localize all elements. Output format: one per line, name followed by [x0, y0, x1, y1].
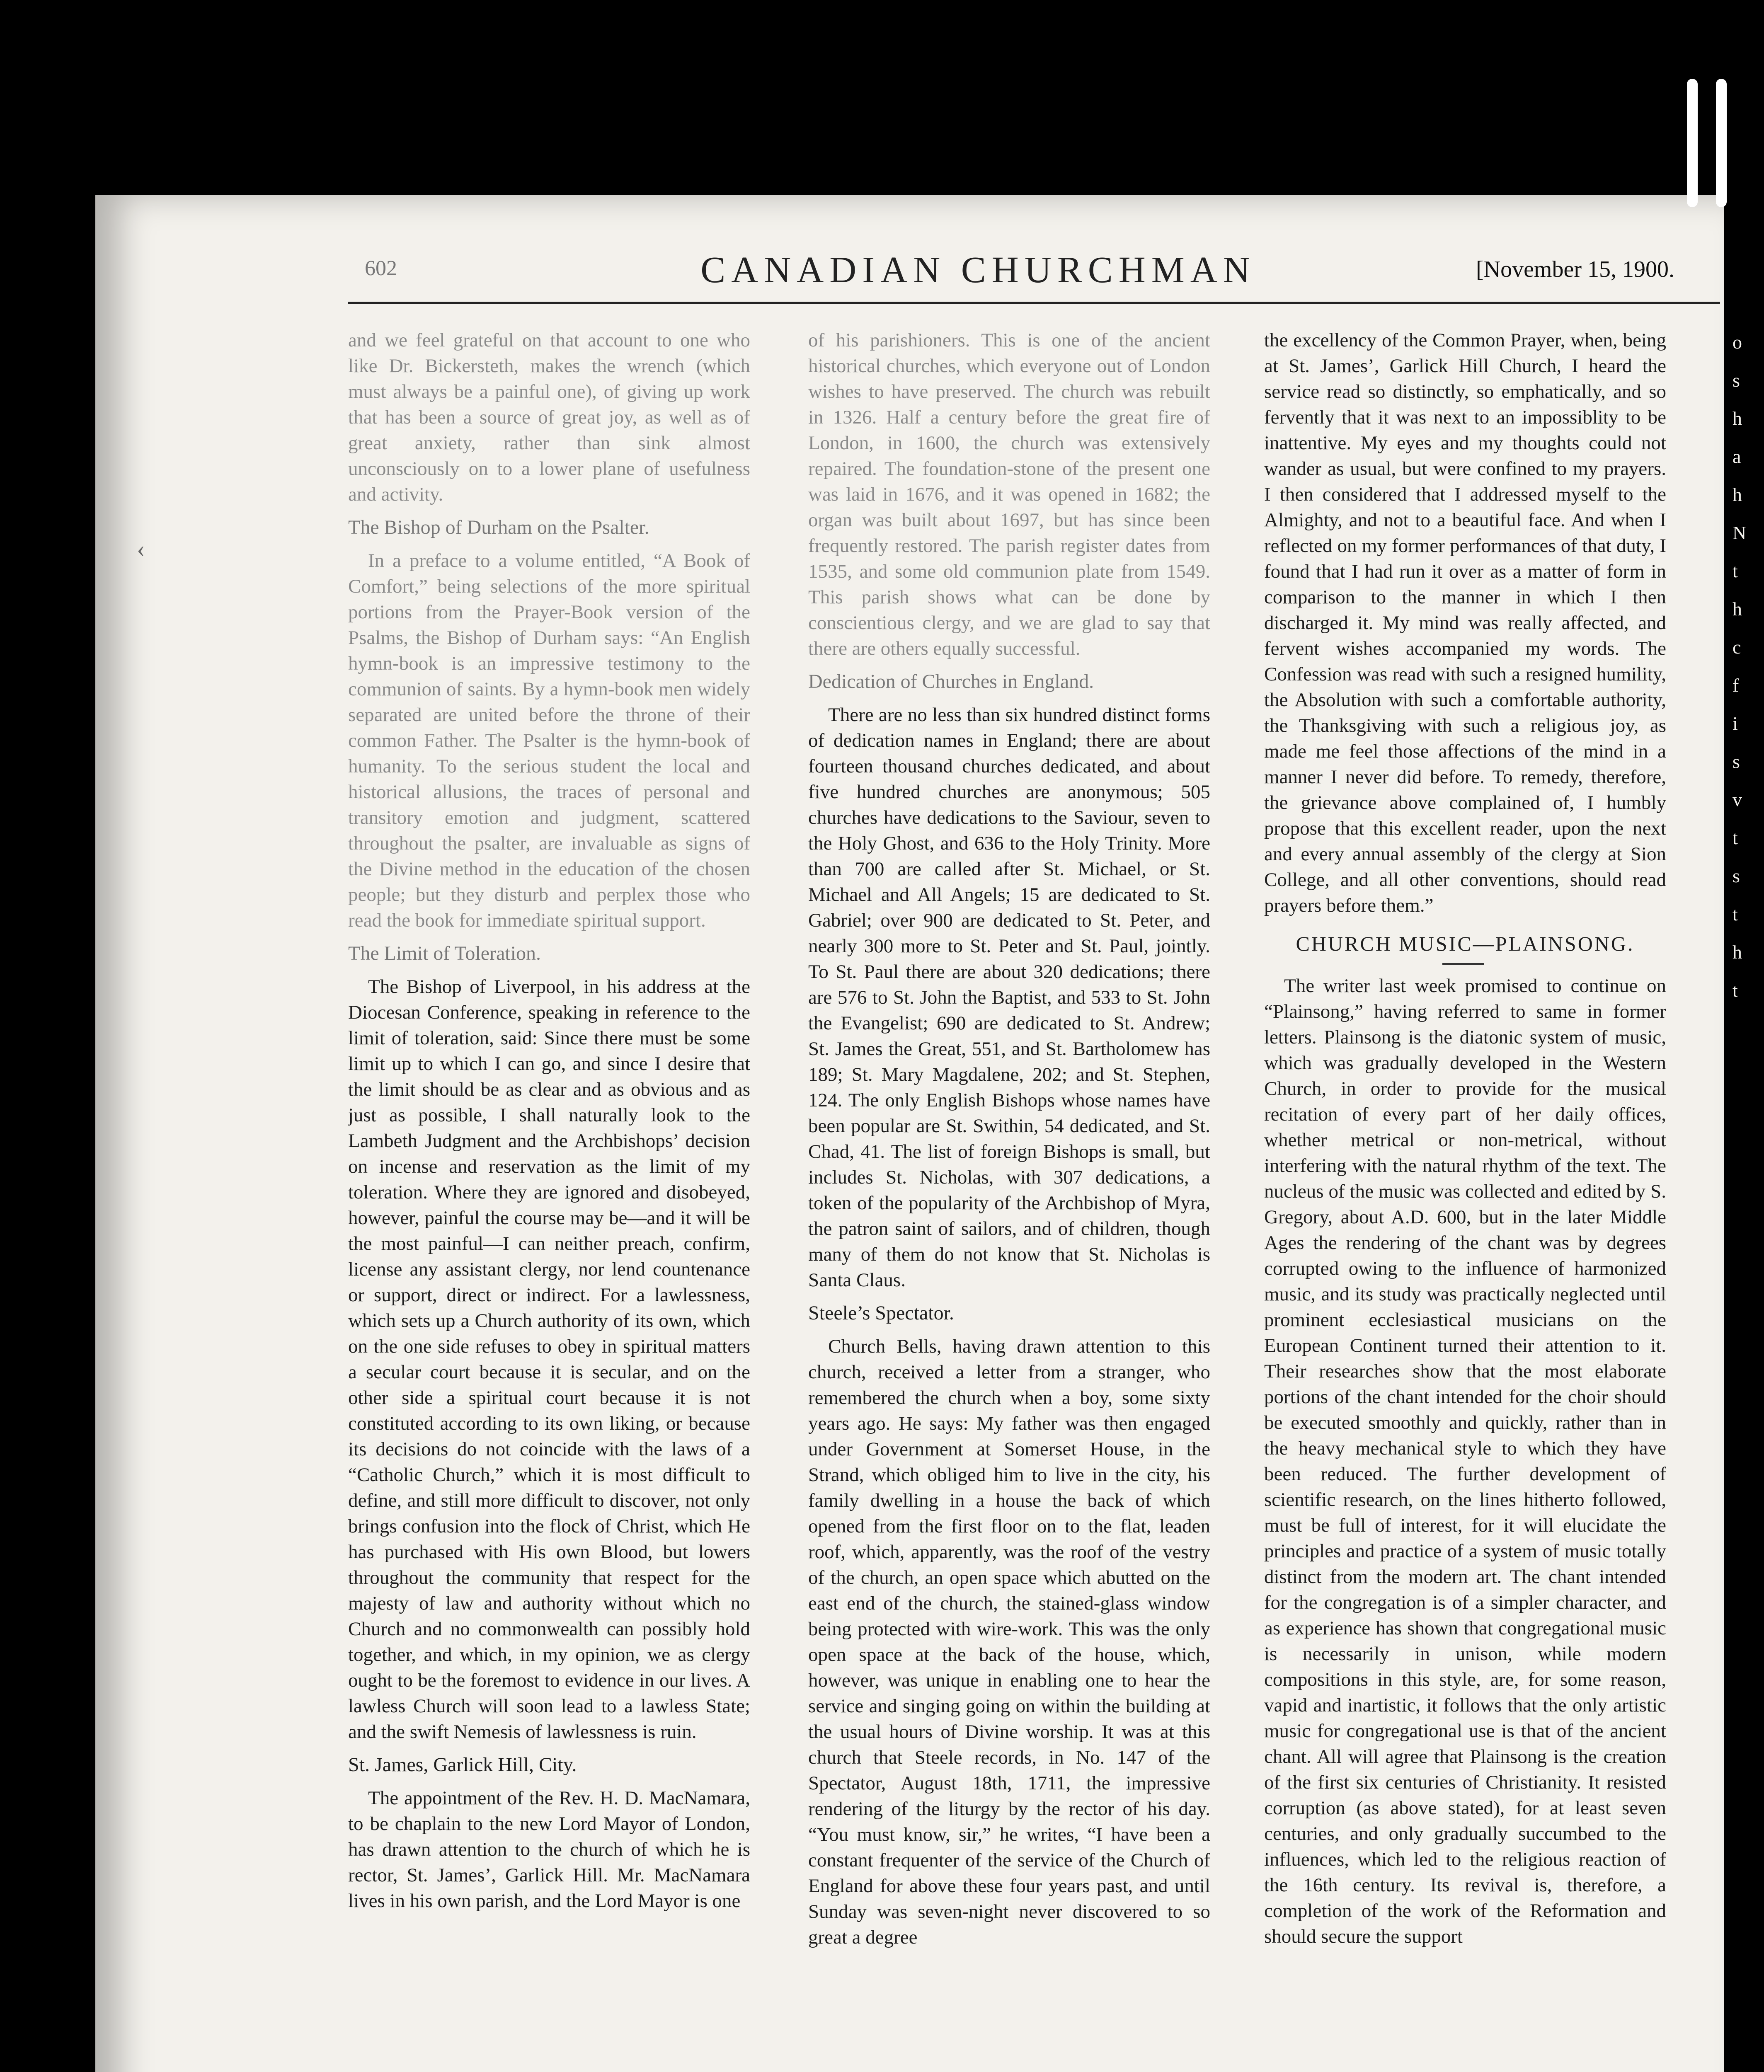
paragraph: the excellency of the Common Prayer, when, being at St. James’, Garlick Hill Church, I heard the service read so distinctly, so emphatically, and so fervently that it was next to an impossiblity to be inattentive. My eyes and my thoughts could not wander as usual, but were confined to my prayers. I then considered that I addressed myself to the Almighty, and not to a beautiful face. And when I reflected on my former performances of that duty, I found that I had run it over as a matter of form in comparison to the manner in which I then discharged it. My mind was really affected, and fervent wishes accompanied my words. The Confession was read with such a resigned humility, the Absolution with such a comfortable authority, the Thanksgiving with such a religious joy, as made me feel those affections of the mind in a manner I never did before. To remedy, therefore, the grievance above complained of, I humbly propose that this excellent reader, upon the next and every annual assembly of the clergy at Sion College, and all other conventions, should read prayers before them.”: [1264, 329, 1666, 916]
paragraph: The Bishop of Liverpool, in his address at the Diocesan Conference, speaking in reference to the limit of toleration, said: Since there must be some limit up to which I can go, and since I desire that the limit should be as clear and as obvious and as just as possible, I shall naturally look to the Lambeth Judgment and the Archbishops’ decision on incense and reservation as the limit of my toleration. Where they are ignored and disobeyed, however, painful the course may be—and it will be the most painful—I can neither preach, confirm, license any assistant clergy, nor lend countenance or support, direct or indirect. For a lawlessness, which sets up a Church authority of its own, which on the one side refuses to obey in spiritual matters a secular court because it is secular, and on the other side a spiritual court because it is not constituted according to its own liking, or because its decisions do not coincide with the laws of a “Catholic Church,” which it is most difficult to define, and still more difficult to discover, not only brings confusion into the flock of Christ, which He has purchased with His own Blood, but lowers throughout the community that respect for the majesty of law and authority without which no Church and no commonwealth can possibly hold together, and which, in my opinion, we as clergy ought to be the foremost to evidence in our lives. A lawless Church will soon lead to a lawless State; and the swift Nemesis of lawlessness is ruin.: [348, 976, 750, 1743]
paragraph: of his parishioners. This is one of the ancient historical churches, which everyone out of London wishes to have preserved. The church was rebuilt in 1326. Half a century before the great fire of London, in 1600, the church was extensively repaired. The foundation-stone of the present one was laid in 1676, and it was opened in 1682; the organ was built about 1697, but has since been frequently restored. The parish register dates from 1535, and some old communion plate from 1549. This parish shows what can be done by conscientious clergy, and we are glad to say that there are others equally successful.: [808, 329, 1210, 659]
article-heading: CHURCH MUSIC—PLAINSONG.: [1264, 931, 1666, 956]
column-3: [1264, 327, 1666, 2072]
issue-date: [November 15, 1900.: [1476, 257, 1674, 282]
margin-mark: ‹: [137, 535, 145, 562]
paragraph: The appointment of the Rev. H. D. MacNamara, to be chaplain to the new Lord Mayor of London, has drawn attention to the church of which he is rector, St. James’, Garlick Hill. Mr. MacNamara lives in his own parish, and the Lord Mayor is one: [348, 1787, 750, 1912]
masthead: CANADIAN CHURCHMAN: [700, 249, 1256, 290]
paragraph: There are no less than six hundred distinct forms of dedication names in England; there are about fourteen thousand churches dedicated, and about five hundred churches are anonymous; 505 churches have dedications to the Saviour, seven to the Holy Ghost, and 636 to the Holy Trinity. More than 700 are called after St. Michael, or St. Michael and All Angels; 15 are dedicated to St. Gabriel; over 900 are dedicated to St. Peter, and nearly 300 more to St. Peter and St. Paul, jointly. To St. Paul there are about 320 dedications; there are 576 to St. John the Baptist, and 533 to St. John the Evangelist; 690 are dedicated to St. Andrew; St. James the Great, 551, and St. Bartholomew has 189; St. Mary Magdalene, 202; and St. Stephen, 124. The only English Bishops whose names have been popular are St. Swithin, 54 dedicated, and St. Chad, 41. The list of foreign Bishops is small, but includes St. Nicholas, with 307 dedications, a token of the popularity of the Archbishop of Myra, the patron saint of sailors, and of children, though many of them do not know that St. Nicholas is Santa Claus.: [808, 704, 1210, 1291]
paragraph: Church Bells, having drawn attention to this church, received a letter from a stranger, who remembered the church when a boy, some sixty years ago. He says: My father was then engaged under Government at Somerset House, in the Strand, which obliged him to live in the city, his family dwelling in a house the back of which opened from the first floor on to the flat, leaden roof, which, apparently, was the roof of the vestry of the church, an open space which abutted on the east end of the church, the stained-glass window being protected with wire-work. This was the only open space at the back of the house, which, however, was unique in enabling one to hear the service and singing going on within the building at the usual hours of Divine worship. It was at this church that Steele records, in No. 147 of the Spectator, August 18th, 1711, the impressive rendering of the liturgy by the rector of his day. “You must know, sir,” he writes, “I have been a constant frequenter of the service of the Church of England for above these four years past, and until Sunday was seven-night never discovered to so great a degree: [808, 1336, 1210, 1948]
page-header: [265, 249, 1691, 294]
header-rule: [348, 302, 1720, 304]
paragraph: The writer last week promised to continue on “Plainsong,” having referred to same in former letters. Plainsong is the diatonic system of music, which was gradually developed in the Western Church, in order to provide for the musical recitation of every part of her daily offices, whether metrical or non-metrical, without interfering with the natural rhythm of the text. The nucleus of the music was collected and edited by S. Gregory, about A.D. 600, but in the later Middle Ages the rendering of the chant was by degrees corrupted owing to the influence of harmonized music, and its study was practically neglected until prominent ecclesiastical musicians on the European Continent turned their attention to it. Their researches show that the most elaborate portions of the chant intended for the choir should be executed smoothly and quickly, rather than in the heavy mechanical style to which they have been reduced. The further development of scientific research, on the lines hitherto followed, must be full of interest, for it will elucidate the principles and practice of a system of music totally distinct from the modern art. The chant intended for the congregation is of a simpler character, and as experience has shown that congregational music is necessarily in unison, while modern compositions in this style, are, for some reason, vapid and inartistic, it follows that the only artistic music for congregational use is that of the ancient chant. All will agree that Plainsong is the creation of the first six centuries of Christianity. It resisted corruption (as above stated), for at least seven centuries, and only gradually succumbed to the influences, which led to the religious reaction of the 16th century. Its revival is, therefore, a completion of the work of the Reformation and should secure the support: [1264, 975, 1666, 1947]
section-heading: Dedication of Churches in England.: [808, 670, 1094, 692]
next-page-edge: o s h a h N t h c f i s v t s t h t: [1732, 332, 1747, 1001]
section-heading: St. James, Garlick Hill, City.: [348, 1754, 577, 1776]
section-heading: Steele’s Spectator.: [808, 1302, 954, 1324]
paragraph: and we feel grateful on that account to one who like Dr. Bickersteth, makes the wrench (which must always be a painful one), of giving up work that has been a source of great joy, as well as of great anxiety, rather than sink almost unconsciously on to a lower plane of usefulness and activity.: [348, 329, 750, 505]
section-heading: The Limit of Toleration.: [348, 942, 541, 964]
page-number: 602: [365, 257, 397, 280]
column-1: [348, 327, 750, 2072]
column-2: [808, 327, 1210, 2072]
paragraph: In a preface to a volume entitled, “A Book of Comfort,” being selections of the more spiritual portions from the Prayer-Book version of the Psalms, the Bishop of Durham says: “An English hymn-book is an impressive testimony to the communion of saints. By a hymn-book men widely separated are united before the throne of their common Father. The Psalter is the hymn-book of humanity. To the serious student the local and historical allusions, the traces of personal and transitory emotion and judgment, scattered throughout the psalter, are invaluable as signs of the Divine method in the education of the chosen people; but they disturb and perplex those who read the book for immediate spiritual support.: [348, 550, 750, 931]
section-heading: The Bishop of Durham on the Psalter.: [348, 516, 649, 538]
binding-bar: [1687, 79, 1698, 207]
binding-bar: [1716, 79, 1727, 207]
